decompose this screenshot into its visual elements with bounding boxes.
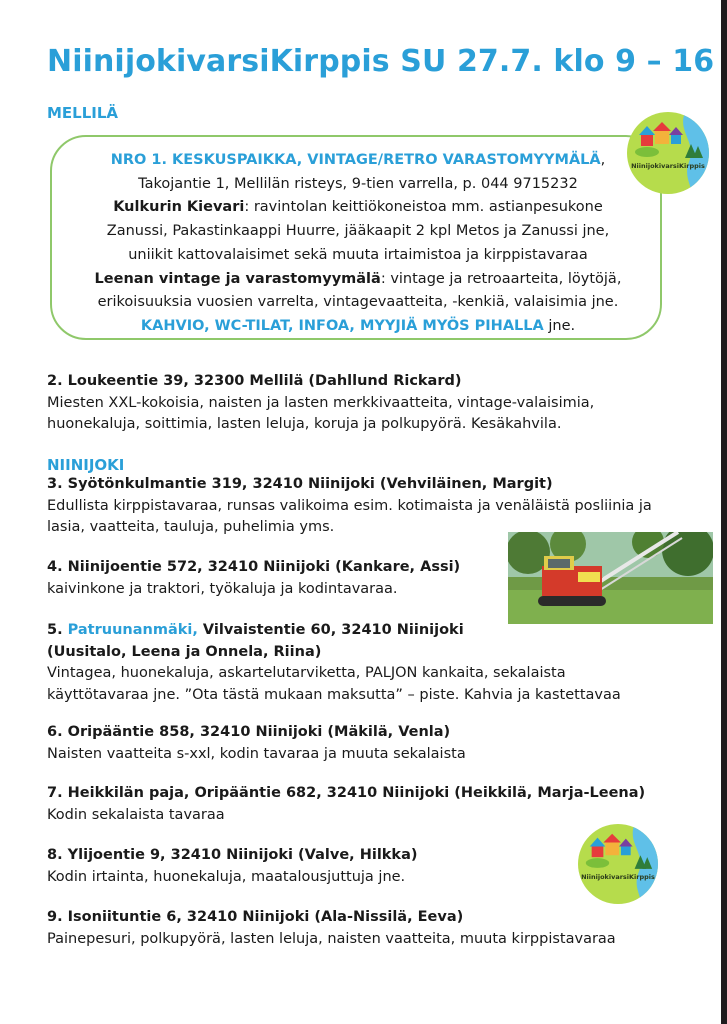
section-heading-mellila: MELLILÄ [47,104,119,122]
leena-name: Leenan vintage ja varastomyymälä [94,270,381,287]
list-item-5 [47,620,621,706]
entry-5-desc-2: käyttötavaraa jne. ”Ota tästä mukaan maksutta” – piste. Kahvia ja kastettavaa [47,686,621,703]
kievari-line-2: Zanussi, Pakastinkaappi Huurre, jääkaapit 2 kpl Metos ja Zanussi jne, [106,223,610,240]
list-item-8 [47,845,418,888]
entry-7-desc-1: Kodin sekalaista tavaraa [47,806,225,823]
kirppis-logo-icon [627,112,709,194]
kirppis-logo-icon [578,824,658,904]
venue-title: NRO 1. KESKUSPAIKKA, VINTAGE/RETRO VARASTOMYYMÄLÄ [110,152,601,168]
entry-7-address: 7. Heikkilän paja, Oripääntie 682, 32410 Niinijoki (Heikkilä, Marja-Leena) [47,785,646,801]
main-venue-box [50,135,662,340]
entry-4-desc-1: kaivinkone ja traktori, työkaluja ja kodintavaraa. [47,580,398,597]
leena-text: : vintage ja retroaarteita, löytöjä, [380,270,622,287]
venue-title-line [52,149,664,173]
entry-3-address: 3. Syötönkulmantie 319, 32410 Niinijoki (Vehviläinen, Margit) [47,476,553,492]
kievari-line [52,196,664,220]
entry-5-address-rest: Vilvaistentie 60, 32410 Niinijoki [197,622,464,638]
list-item-3 [47,474,652,539]
excavator-photo [508,532,713,624]
services-text: KAHVIO, WC-TILAT, INFOA, MYYJIÄ MYÖS PIHALLA [140,317,544,334]
entry-5-number: 5. [47,622,68,638]
services-suffix: jne. [543,317,576,334]
right-edge-bar [721,0,727,1024]
logo-text: NiinijokivarsiKirppis [631,162,705,170]
entry-3-desc-2: lasia, vaatteita, tauluja, puhelimia yms. [47,519,335,535]
entry-5-desc-1: Vintagea, huonekaluja, askartelutarviketta, PALJON kankaita, sekalaista [47,665,566,681]
entry-4-address: 4. Niinijoentie 572, 32410 Niinijoki (Kankare, Assi) [47,559,461,575]
kievari-name: Kulkurin Kievari [113,199,245,216]
venue-address: Takojantie 1, Mellilän risteys, 9-tien varrella, p. 044 9715232 [138,175,578,192]
leena-line [52,268,664,292]
entry-2-address: 2. Loukeentie 39, 32300 Mellilä (Dahllund Rickard) [47,373,462,389]
entry-5-owners: (Uusitalo, Leena ja Onnela, Riina) [47,643,322,660]
entry-2-desc-1: Miesten XXL-kokoisia, naisten ja lasten merkkivaatteita, vintage-valaisimia, [47,394,595,411]
kievari-line-3: uniikit kattovalaisimet sekä muuta irtaimistoa ja kirppistavaraa [128,246,588,263]
entry-8-address: 8. Ylijoentie 9, 32410 Niinijoki (Valve, Hilkka) [47,847,418,863]
main-venue-text [52,149,664,339]
list-item-9 [47,907,616,950]
entry-5-address [47,620,621,642]
entry-6-desc-1: Naisten vaatteita s-xxl, kodin tavaraa ja muuta sekalaista [47,745,466,762]
entry-9-desc-1: Painepesuri, polkupyörä, lasten leluja, naisten vaatteita, muuta kirppistavaraa [47,930,616,947]
logo-text: NiinijokivarsiKirppis [581,873,655,881]
list-item-4 [47,557,460,600]
list-item-7 [47,783,645,826]
page-title: NiinijokivarsiKirppis SU 27.7. klo 9 – 16 [47,44,715,79]
entry-9-address: 9. Isoniituntie 6, 32410 Niinijoki (Ala-Nissilä, Eeva) [47,909,464,925]
kievari-text: : ravintolan keittiökoneistoa mm. astianpesukone [244,199,603,216]
entry-3-desc-1: Edullista kirppistavaraa, runsas valikoima esim. kotimaista ja venäläistä posliinia ja [47,497,652,514]
list-item-6 [47,722,466,765]
entry-2-desc-2: huonekaluja, soittimia, lasten leluja, koruja ja polkupyörä. Kesäkahvila. [47,416,562,432]
services-line [52,315,664,339]
entry-8-desc-1: Kodin irtainta, huonekaluja, maatalousjuttuja jne. [47,868,406,885]
entry-6-address: 6. Oripääntie 858, 32410 Niinijoki (Mäkilä, Venla) [47,724,451,740]
leena-line-2: erikoisuuksia vuosien varrelta, vintagevaatteita, -kenkiä, valaisimia jne. [97,294,619,311]
section-heading-niinijoki: NIINIJOKI [47,456,125,474]
list-item-2 [47,371,594,436]
venue-title-suffix: , [600,152,606,168]
entry-5-place-name: Patruunanmäki, [67,622,198,638]
